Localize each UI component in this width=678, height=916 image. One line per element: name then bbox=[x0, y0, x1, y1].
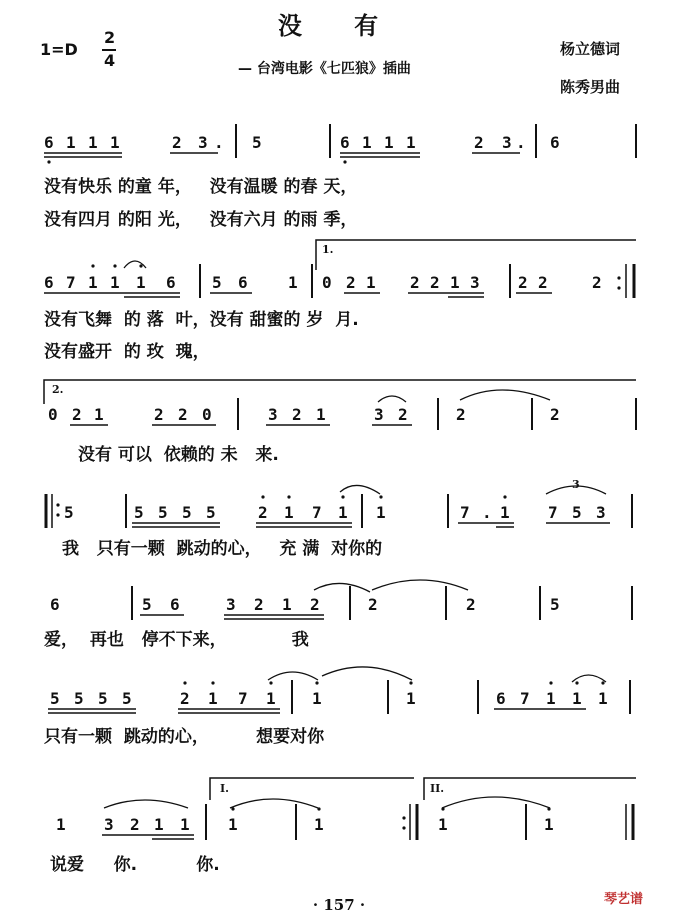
svg-text:5: 5 bbox=[98, 689, 108, 708]
svg-text:I.: I. bbox=[220, 782, 229, 795]
lyrics-row-4: 我 只有一颗 跳动的心， 充 满 对你的 bbox=[62, 539, 383, 559]
time-signature-bottom: 4 bbox=[104, 51, 116, 70]
svg-text:2: 2 bbox=[346, 273, 356, 292]
svg-text:1: 1 bbox=[312, 689, 322, 708]
svg-text:0: 0 bbox=[322, 273, 332, 292]
svg-text:1: 1 bbox=[546, 689, 556, 708]
svg-text:3: 3 bbox=[226, 595, 236, 614]
svg-text:.: . bbox=[516, 133, 526, 152]
svg-text:5: 5 bbox=[142, 595, 152, 614]
svg-text:1: 1 bbox=[136, 273, 146, 292]
svg-text:2: 2 bbox=[550, 405, 560, 424]
lyricist-credit: 杨立德词 bbox=[560, 40, 621, 58]
svg-text:7: 7 bbox=[548, 503, 558, 522]
svg-text:2: 2 bbox=[310, 595, 320, 614]
lyrics-row-1-verse-1: 没有快乐 的童 年， 没有温暖 的春 天， bbox=[44, 177, 358, 197]
svg-text:2: 2 bbox=[398, 405, 408, 424]
key-signature: 1=D bbox=[40, 40, 78, 59]
svg-text:3: 3 bbox=[502, 133, 512, 152]
svg-text:2: 2 bbox=[254, 595, 264, 614]
svg-text:1.: 1. bbox=[322, 243, 334, 256]
score-row-6 bbox=[48, 667, 630, 714]
svg-text:6: 6 bbox=[170, 595, 180, 614]
svg-text:3: 3 bbox=[198, 133, 208, 152]
svg-text:.: . bbox=[214, 133, 224, 152]
svg-text:1: 1 bbox=[500, 503, 510, 522]
svg-text:II.: II. bbox=[430, 782, 445, 795]
svg-text:2: 2 bbox=[292, 405, 302, 424]
score-row-7 bbox=[56, 778, 636, 840]
score-row-1 bbox=[44, 124, 636, 164]
svg-text:1: 1 bbox=[56, 815, 66, 834]
svg-text:1: 1 bbox=[110, 133, 120, 152]
lyrics-row-2-verse-2: 没有盛开 的 玫 瑰， bbox=[44, 342, 210, 362]
svg-text:1: 1 bbox=[288, 273, 298, 292]
svg-text:2: 2 bbox=[130, 815, 140, 834]
svg-text:5: 5 bbox=[64, 503, 74, 522]
svg-text:1: 1 bbox=[282, 595, 292, 614]
svg-text:5: 5 bbox=[50, 689, 60, 708]
svg-text:7: 7 bbox=[238, 689, 248, 708]
svg-text:2: 2 bbox=[180, 689, 190, 708]
svg-text:5: 5 bbox=[206, 503, 216, 522]
svg-text:2: 2 bbox=[474, 133, 484, 152]
svg-text:1: 1 bbox=[362, 133, 372, 152]
svg-text:6: 6 bbox=[50, 595, 60, 614]
svg-text:1: 1 bbox=[88, 133, 98, 152]
subtitle: — 台湾电影《七匹狼》插曲 bbox=[238, 61, 411, 77]
svg-text:3: 3 bbox=[596, 503, 606, 522]
svg-text:2: 2 bbox=[410, 273, 420, 292]
svg-text:2: 2 bbox=[368, 595, 378, 614]
svg-text:5: 5 bbox=[212, 273, 222, 292]
svg-text:2: 2 bbox=[538, 273, 548, 292]
svg-text:1: 1 bbox=[544, 815, 554, 834]
lyrics-row-2-verse-1: 没有飞舞 的 落 叶，没有 甜蜜的 岁 月. bbox=[44, 310, 359, 330]
svg-text:6: 6 bbox=[44, 133, 54, 152]
svg-text:2: 2 bbox=[466, 595, 476, 614]
svg-text:1: 1 bbox=[366, 273, 376, 292]
svg-text:2.: 2. bbox=[52, 383, 64, 396]
svg-text:2: 2 bbox=[72, 405, 82, 424]
svg-text:2: 2 bbox=[172, 133, 182, 152]
svg-text:1: 1 bbox=[438, 815, 448, 834]
svg-text:6: 6 bbox=[496, 689, 506, 708]
svg-text:7: 7 bbox=[520, 689, 530, 708]
svg-text:1: 1 bbox=[316, 405, 326, 424]
svg-text:7: 7 bbox=[66, 273, 76, 292]
lyrics-row-6: 只有一颗 跳动的心， 想要对你 bbox=[44, 727, 325, 747]
svg-text:1: 1 bbox=[314, 815, 324, 834]
svg-text:7: 7 bbox=[460, 503, 470, 522]
song-title: 没 有 bbox=[277, 12, 401, 40]
svg-text:1: 1 bbox=[154, 815, 164, 834]
svg-text:0: 0 bbox=[202, 405, 212, 424]
svg-text:5: 5 bbox=[572, 503, 582, 522]
svg-text:.: . bbox=[482, 503, 492, 522]
svg-text:1: 1 bbox=[572, 689, 582, 708]
svg-text:1: 1 bbox=[94, 405, 104, 424]
svg-text:7: 7 bbox=[312, 503, 322, 522]
svg-text:5: 5 bbox=[158, 503, 168, 522]
svg-text:5: 5 bbox=[134, 503, 144, 522]
lyrics-row-3: 没有 可以 依赖的 未 来. bbox=[78, 445, 279, 465]
score-row-2 bbox=[44, 240, 636, 298]
svg-text:6: 6 bbox=[340, 133, 350, 152]
svg-text:5: 5 bbox=[182, 503, 192, 522]
svg-text:1: 1 bbox=[450, 273, 460, 292]
score-row-4 bbox=[46, 478, 632, 528]
svg-text:1: 1 bbox=[266, 689, 276, 708]
svg-text:5: 5 bbox=[252, 133, 262, 152]
time-signature-top: 2 bbox=[104, 28, 116, 47]
svg-text:2: 2 bbox=[592, 273, 602, 292]
svg-text:6: 6 bbox=[166, 273, 176, 292]
svg-text:1: 1 bbox=[338, 503, 348, 522]
svg-text:1: 1 bbox=[208, 689, 218, 708]
svg-text:1: 1 bbox=[110, 273, 120, 292]
svg-text:1: 1 bbox=[376, 503, 386, 522]
svg-text:2: 2 bbox=[178, 405, 188, 424]
svg-text:1: 1 bbox=[66, 133, 76, 152]
site-logo: 琴艺谱 bbox=[604, 892, 644, 907]
score-row-3 bbox=[44, 380, 636, 430]
svg-text:3: 3 bbox=[374, 405, 384, 424]
svg-text:5: 5 bbox=[74, 689, 84, 708]
svg-text:0: 0 bbox=[48, 405, 58, 424]
svg-text:2: 2 bbox=[430, 273, 440, 292]
svg-text:2: 2 bbox=[456, 405, 466, 424]
svg-text:1: 1 bbox=[406, 689, 416, 708]
lyrics-row-7: 说爱 你. 你. bbox=[50, 855, 220, 875]
svg-text:5: 5 bbox=[122, 689, 132, 708]
svg-text:3: 3 bbox=[572, 478, 580, 491]
svg-text:1: 1 bbox=[598, 689, 608, 708]
svg-text:1: 1 bbox=[88, 273, 98, 292]
svg-text:6: 6 bbox=[550, 133, 560, 152]
svg-text:3: 3 bbox=[104, 815, 114, 834]
svg-text:5: 5 bbox=[550, 595, 560, 614]
svg-text:2: 2 bbox=[258, 503, 268, 522]
lyrics-row-5: 爱， 再也 停不下来， 我 bbox=[44, 630, 309, 650]
svg-text:1: 1 bbox=[228, 815, 238, 834]
page-number: · 157 · bbox=[312, 896, 366, 914]
svg-text:3: 3 bbox=[470, 273, 480, 292]
lyrics-row-1-verse-2: 没有四月 的阳 光， 没有六月 的雨 季， bbox=[44, 210, 358, 230]
svg-text:1: 1 bbox=[384, 133, 394, 152]
score-row-5 bbox=[50, 580, 632, 620]
svg-text:2: 2 bbox=[154, 405, 164, 424]
composer-credit: 陈秀男曲 bbox=[560, 78, 621, 96]
svg-text:6: 6 bbox=[238, 273, 248, 292]
svg-text:1: 1 bbox=[406, 133, 416, 152]
svg-text:2: 2 bbox=[518, 273, 528, 292]
svg-text:1: 1 bbox=[180, 815, 190, 834]
svg-text:6: 6 bbox=[44, 273, 54, 292]
svg-text:3: 3 bbox=[268, 405, 278, 424]
svg-text:1: 1 bbox=[284, 503, 294, 522]
